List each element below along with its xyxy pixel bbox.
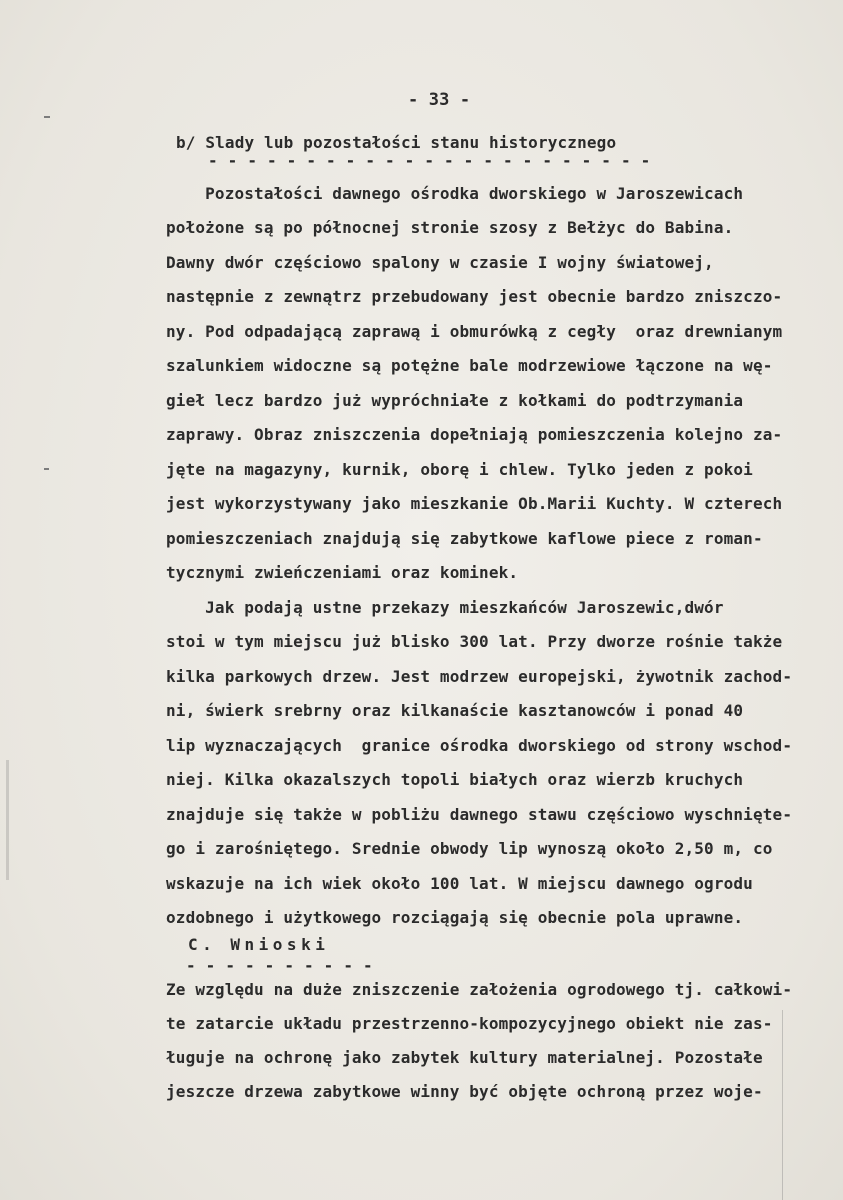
- left-margin-mark: [44, 468, 49, 470]
- section-c-heading: C. Wnioski: [188, 935, 330, 954]
- text-line: następnie z zewnątrz przebudowany jest obecnie bardzo zniszczo-: [166, 287, 783, 306]
- text-line: zaprawy. Obraz zniszczenia dopełniają pomieszczenia kolejno za-: [166, 425, 783, 444]
- text-line: stoi w tym miejscu już blisko 300 lat. Przy dworze rośnie także: [166, 632, 783, 651]
- text-line: niej. Kilka okazalszych topoli białych oraz wierzb kruchych: [166, 770, 744, 789]
- paper-crease: [782, 1010, 783, 1200]
- text-line: ługuje na ochronę jako zabytek kultury materialnej. Pozostałe: [166, 1048, 763, 1067]
- page-number: - 33 -: [408, 90, 471, 110]
- text-line: położone są po północnej stronie szosy z Bełżyc do Babina.: [166, 218, 734, 237]
- text-line: jeszcze drzewa zabytkowe winny być objęte ochroną przez woje-: [166, 1082, 763, 1101]
- text-line: Dawny dwór częściowo spalony w czasie I wojny światowej,: [166, 253, 714, 272]
- section-b-heading-underline: - - - - - - - - - - - - - - - - - - - - - - -: [208, 151, 651, 170]
- text-line: Jak podają ustne przekazy mieszkańców Jaroszewic,dwór: [166, 598, 724, 617]
- text-line: ny. Pod odpadającą zaprawą i obmurówką z cegły oraz drewnianym: [166, 322, 783, 341]
- text-line: ni, świerk srebrny oraz kilkanaście kasztanowców i ponad 40: [166, 701, 744, 720]
- text-line: kilka parkowych drzew. Jest modrzew europejski, żywotnik zachod-: [166, 667, 793, 686]
- section-c-heading-underline: - - - - - - - - - -: [186, 956, 373, 975]
- section-b-heading: b/ Slady lub pozostałości stanu historycznego: [176, 133, 617, 152]
- text-line: te zatarcie układu przestrzenno-kompozycyjnego obiekt nie zas-: [166, 1014, 773, 1033]
- text-line: ozdobnego i użytkowego rozciągają się obecnie pola uprawne.: [166, 908, 744, 927]
- text-line: znajduje się także w pobliżu dawnego stawu częściowo wyschnięte-: [166, 805, 793, 824]
- text-line: lip wyznaczających granice ośrodka dworskiego od strony wschod-: [166, 736, 793, 755]
- text-line: gieł lecz bardzo już wypróchniałe z kołkami do podtrzymania: [166, 391, 744, 410]
- text-line: pomieszczeniach znajdują się zabytkowe kaflowe piece z roman-: [166, 529, 763, 548]
- text-line: wskazuje na ich wiek około 100 lat. W miejscu dawnego ogrodu: [166, 874, 753, 893]
- text-line: tycznymi zwieńczeniami oraz kominek.: [166, 563, 519, 582]
- left-margin-mark: [44, 116, 50, 118]
- text-line: jęte na magazyny, kurnik, oborę i chlew. Tylko jeden z pokoi: [166, 460, 753, 479]
- text-line: go i zarośniętego. Srednie obwody lip wynoszą około 2,50 m, co: [166, 839, 773, 858]
- text-line: jest wykorzystywany jako mieszkanie Ob.Marii Kuchty. W czterech: [166, 494, 783, 513]
- paper-crease: [6, 760, 9, 880]
- text-line: Ze względu na duże zniszczenie założenia ogrodowego tj. całkowi-: [166, 980, 793, 999]
- text-line: Pozostałości dawnego ośrodka dworskiego w Jaroszewicach: [166, 184, 744, 203]
- text-line: szalunkiem widoczne są potężne bale modrzewiowe łączone na wę-: [166, 356, 773, 375]
